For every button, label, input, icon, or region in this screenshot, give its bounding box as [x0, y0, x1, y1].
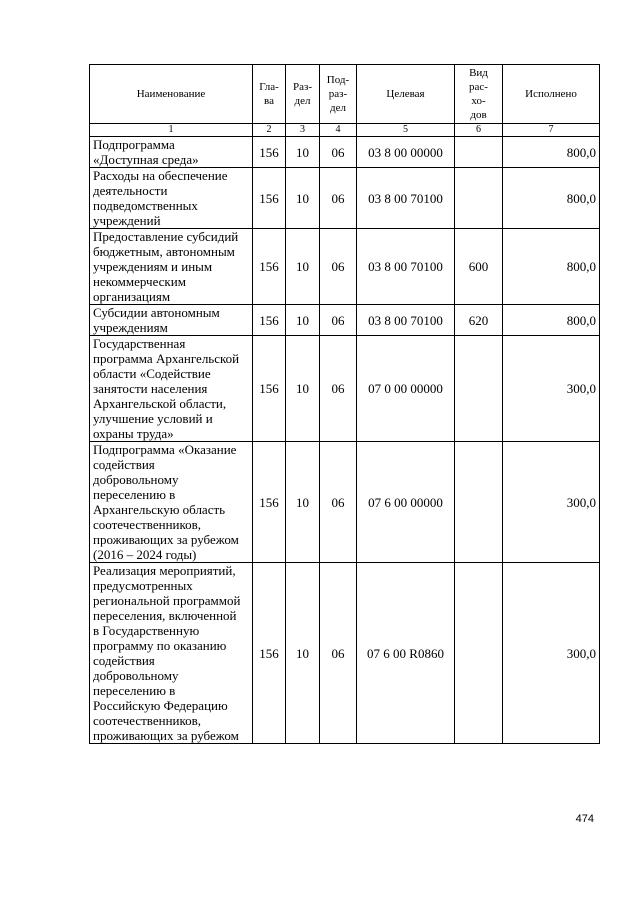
cell-razdel: 10: [286, 229, 320, 305]
header-podrazdel: [320, 65, 357, 124]
cell-razdel: 10: [286, 137, 320, 168]
header-row: [90, 65, 600, 124]
cell-celevaya: 07 6 00 00000: [357, 442, 455, 563]
cell-razdel: 10: [286, 563, 320, 744]
cell-vid: [455, 442, 503, 563]
cell-celevaya: 03 8 00 00000: [357, 137, 455, 168]
cell-podrazdel: 06: [320, 229, 357, 305]
header-name: Наименование: [90, 65, 253, 124]
cell-ispolneno: 800,0: [503, 137, 600, 168]
cell-vid: 620: [455, 305, 503, 336]
cell-podrazdel: 06: [320, 305, 357, 336]
table-row: [90, 229, 600, 305]
header-vid: [455, 65, 503, 124]
cell-glava: 156: [253, 336, 286, 442]
column-number: 4: [320, 124, 357, 137]
cell-glava: 156: [253, 442, 286, 563]
cell-name: Предоставление субсидий бюджетным, автономным учреждениям и иным некоммерческим организациям: [90, 229, 253, 305]
header-podrazdel-label: Под- раз- дел: [326, 74, 350, 114]
cell-ispolneno: 300,0: [503, 336, 600, 442]
cell-ispolneno: 300,0: [503, 563, 600, 744]
cell-podrazdel: 06: [320, 563, 357, 744]
column-number: 5: [357, 124, 455, 137]
cell-podrazdel: 06: [320, 137, 357, 168]
page-number: 474: [575, 813, 594, 825]
cell-name: Расходы на обеспечение деятельности подведомственных учреждений: [90, 168, 253, 229]
cell-razdel: 10: [286, 336, 320, 442]
table-row: [90, 305, 600, 336]
column-number: 6: [455, 124, 503, 137]
cell-vid: [455, 137, 503, 168]
cell-razdel: 10: [286, 305, 320, 336]
header-razdel: [286, 65, 320, 124]
cell-glava: 156: [253, 137, 286, 168]
cell-vid: 600: [455, 229, 503, 305]
header-vid-label: Вид рас- хо- дов: [469, 67, 488, 121]
cell-glava: 156: [253, 563, 286, 744]
header-glava-label: Гла- ва: [259, 81, 279, 107]
cell-ispolneno: 800,0: [503, 305, 600, 336]
cell-vid: [455, 168, 503, 229]
cell-glava: 156: [253, 229, 286, 305]
cell-name: Реализация мероприятий, предусмотренных региональной программой переселения, включенной в Государственную программу по оказанию содействия добровольному переселению в Российскую Федерацию соотечественников, проживающих за рубежом: [90, 563, 253, 744]
cell-podrazdel: 06: [320, 336, 357, 442]
cell-celevaya: 07 6 00 R0860: [357, 563, 455, 744]
cell-razdel: 10: [286, 168, 320, 229]
cell-celevaya: 03 8 00 70100: [357, 305, 455, 336]
column-numbers-row: [90, 124, 600, 137]
cell-celevaya: 07 0 00 00000: [357, 336, 455, 442]
cell-glava: 156: [253, 168, 286, 229]
table-row: [90, 168, 600, 229]
cell-razdel: 10: [286, 442, 320, 563]
budget-table: [89, 64, 600, 744]
table-body: [90, 137, 600, 744]
cell-podrazdel: 06: [320, 442, 357, 563]
column-number: 1: [90, 124, 253, 137]
cell-glava: 156: [253, 305, 286, 336]
cell-name: Подпрограмма «Доступная среда»: [90, 137, 253, 168]
cell-name: Государственная программа Архангельской области «Содействие занятости населения Архангельской области, улучшение условий и охраны труда»: [90, 336, 253, 442]
cell-ispolneno: 800,0: [503, 229, 600, 305]
cell-vid: [455, 336, 503, 442]
table-row: [90, 336, 600, 442]
cell-podrazdel: 06: [320, 168, 357, 229]
header-ispolneno: Исполнено: [503, 65, 600, 124]
cell-name: Субсидии автономным учреждениям: [90, 305, 253, 336]
column-number: 7: [503, 124, 600, 137]
header-celevaya: Целевая: [357, 65, 455, 124]
cell-celevaya: 03 8 00 70100: [357, 168, 455, 229]
cell-name: Подпрограмма «Оказание содействия добровольному переселению в Архангельскую область соотечественников, проживающих за рубежом (2016 – 2024 годы): [90, 442, 253, 563]
table-row: [90, 137, 600, 168]
column-number: 2: [253, 124, 286, 137]
header-glava: [253, 65, 286, 124]
table-row: [90, 442, 600, 563]
cell-celevaya: 03 8 00 70100: [357, 229, 455, 305]
column-number: 3: [286, 124, 320, 137]
cell-ispolneno: 300,0: [503, 442, 600, 563]
table-row: [90, 563, 600, 744]
cell-ispolneno: 800,0: [503, 168, 600, 229]
cell-vid: [455, 563, 503, 744]
header-razdel-label: Раз- дел: [292, 81, 312, 107]
